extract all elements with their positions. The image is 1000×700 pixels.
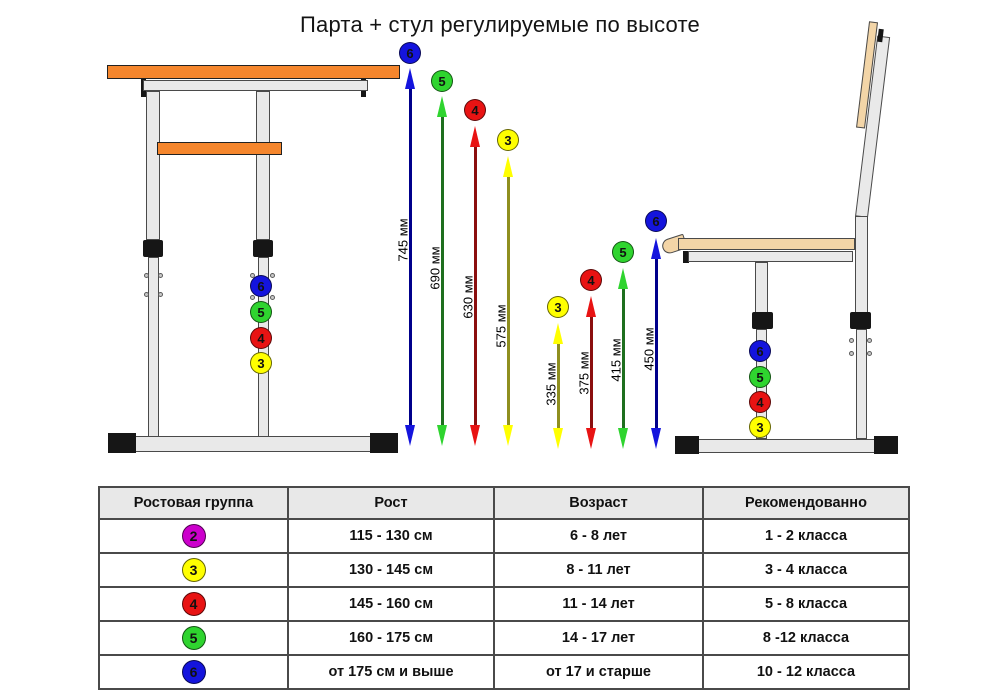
arrow-down-icon <box>618 428 628 449</box>
arrow-shaft <box>507 170 510 432</box>
arrow-up-icon <box>586 296 596 317</box>
age-cell: от 17 и старше <box>494 655 703 689</box>
screw-icon <box>270 295 275 300</box>
table-header-0: Ростовая группа <box>99 487 288 519</box>
screw-icon <box>270 273 275 278</box>
recommended-cell: 3 - 4 класса <box>703 553 909 587</box>
arrow-down-icon <box>405 425 415 446</box>
desk-apron <box>143 80 368 91</box>
group-4-arrow-badge: 4 <box>464 99 486 121</box>
group-4-badge: 4 <box>182 592 206 616</box>
group-4-leg-marker: 4 <box>749 391 771 413</box>
group-3-leg-marker: 3 <box>749 416 771 438</box>
age-cell: 14 - 17 лет <box>494 621 703 655</box>
group-5-arrow-badge: 5 <box>612 241 634 263</box>
table-row <box>99 621 909 655</box>
group-3-arrow-badge: 3 <box>497 129 519 151</box>
size-group-table <box>98 486 910 690</box>
dimension-label: 575 мм <box>493 304 509 348</box>
recommended-cell: 8 -12 класса <box>703 621 909 655</box>
group-4-leg-marker: 4 <box>250 327 272 349</box>
desk-leg-right-upper <box>256 91 270 240</box>
age-cell: 8 - 11 лет <box>494 553 703 587</box>
dimension-label: 630 мм <box>460 275 476 319</box>
desk-height-clamp-left <box>143 240 163 257</box>
arrow-down-icon <box>437 425 447 446</box>
screw-icon <box>867 338 872 343</box>
chair-rear-leg-lower <box>856 329 867 439</box>
screw-icon <box>250 295 255 300</box>
height-cell: от 175 см и выше <box>288 655 494 689</box>
chair-rear-leg-upper <box>855 216 868 313</box>
group-cell <box>99 621 288 655</box>
group-cell <box>99 655 288 689</box>
group-5-arrow-badge: 5 <box>431 70 453 92</box>
chair-base-cap-left <box>675 436 699 454</box>
screw-icon <box>158 292 163 297</box>
group-3-badge: 3 <box>182 558 206 582</box>
page-title: Парта + стул регулируемые по высоте <box>300 12 700 37</box>
chair-height-clamp-front <box>752 312 773 329</box>
group-cell <box>99 553 288 587</box>
screw-icon <box>867 351 872 356</box>
dimension-label: 335 мм <box>543 362 559 406</box>
dimension-label: 415 мм <box>608 338 624 382</box>
dimension-label: 690 мм <box>427 246 443 290</box>
group-5-leg-marker: 5 <box>250 301 272 323</box>
desk-base-cap-left <box>108 433 136 453</box>
table-header-2: Возраст <box>494 487 703 519</box>
screw-icon <box>144 273 149 278</box>
arrow-down-icon <box>470 425 480 446</box>
table-row <box>99 519 909 553</box>
screw-icon <box>144 292 149 297</box>
group-3-leg-marker: 3 <box>250 352 272 374</box>
group-6-arrow-badge: 6 <box>399 42 421 64</box>
group-6-leg-marker: 6 <box>749 340 771 362</box>
group-5-leg-marker: 5 <box>749 366 771 388</box>
desk-base-bar <box>112 436 394 452</box>
group-3-arrow-badge: 3 <box>547 296 569 318</box>
chair-height-clamp-rear <box>850 312 871 329</box>
desk-leg-left-lower <box>148 257 159 437</box>
group-5-badge: 5 <box>182 626 206 650</box>
arrow-up-icon <box>503 156 513 177</box>
height-cell: 130 - 145 см <box>288 553 494 587</box>
arrow-down-icon <box>586 428 596 449</box>
desk-leg-left-upper <box>146 91 160 240</box>
table-header-1: Рост <box>288 487 494 519</box>
desk-height-clamp-right <box>253 240 273 257</box>
recommended-cell: 1 - 2 класса <box>703 519 909 553</box>
screw-icon <box>158 273 163 278</box>
table-row <box>99 587 909 621</box>
chair-seat <box>678 238 855 250</box>
arrow-down-icon <box>503 425 513 446</box>
group-cell <box>99 587 288 621</box>
group-cell <box>99 519 288 553</box>
arrow-up-icon <box>553 323 563 344</box>
arrow-up-icon <box>437 96 447 117</box>
group-4-arrow-badge: 4 <box>580 269 602 291</box>
table-header-3: Рекомендованно <box>703 487 909 519</box>
screw-icon <box>849 338 854 343</box>
dimension-label: 450 мм <box>641 327 657 371</box>
chair-base-cap-right <box>874 436 898 454</box>
recommended-cell: 5 - 8 класса <box>703 587 909 621</box>
chair-front-leg-upper <box>755 262 768 313</box>
chair-base-bar <box>679 439 896 453</box>
height-cell: 115 - 130 см <box>288 519 494 553</box>
height-cell: 160 - 175 см <box>288 621 494 655</box>
age-cell: 6 - 8 лет <box>494 519 703 553</box>
screw-icon <box>849 351 854 356</box>
chair-seat-frame <box>688 251 853 262</box>
arrow-up-icon <box>470 126 480 147</box>
dimension-label: 375 мм <box>576 351 592 395</box>
desk-base-cap-right <box>370 433 398 453</box>
group-6-badge: 6 <box>182 660 206 684</box>
arrow-up-icon <box>651 238 661 259</box>
arrow-up-icon <box>618 268 628 289</box>
recommended-cell: 10 - 12 класса <box>703 655 909 689</box>
age-cell: 11 - 14 лет <box>494 587 703 621</box>
desk-book-shelf <box>157 142 282 155</box>
arrow-down-icon <box>651 428 661 449</box>
arrow-up-icon <box>405 68 415 89</box>
group-2-badge: 2 <box>182 524 206 548</box>
arrow-down-icon <box>553 428 563 449</box>
table-row <box>99 553 909 587</box>
height-cell: 145 - 160 см <box>288 587 494 621</box>
group-6-arrow-badge: 6 <box>645 210 667 232</box>
table-row <box>99 655 909 689</box>
dimension-label: 745 мм <box>395 218 411 262</box>
desk-tabletop <box>107 65 400 79</box>
group-6-leg-marker: 6 <box>250 275 272 297</box>
